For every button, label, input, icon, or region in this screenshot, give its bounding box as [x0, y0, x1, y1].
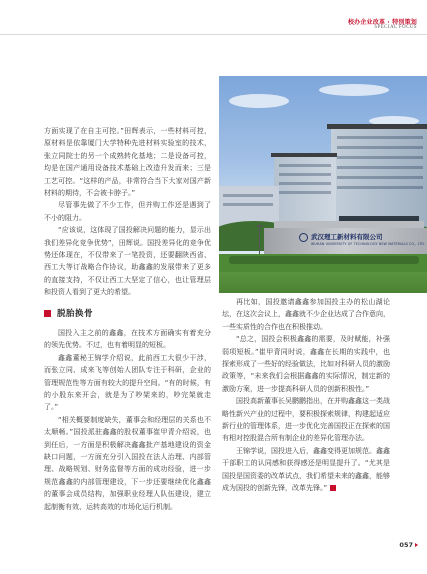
paragraph: “应该说，这体现了国投解决问题的能力，显示出我们差异化竞争优势”，田辉说。国投差异化的竞争优势还体现在，不仅带来了一笔投资，还要翻陕西省、西工大等订战略合作协议，助鑫鑫的发展带来了更多的直接支持，不仅让西工大坚定了信心，也让管理层和投资人看到了更大的希望。: [44, 226, 211, 297]
left-column-bottom: [44, 327, 211, 513]
paragraph: 王锦学说，国投进入后，鑫鑫变得更加规范。鑫鑫干部职工的认同感和获得感还是明显提升了。“尤其是国投是国资委的改革试点，我们希望未来的鑫鑫，能够成为国投的创新先锋，改革先锋。”: [222, 446, 390, 493]
building-sign-name: 武汉理工新材料有限公司: [311, 233, 383, 241]
paragraph: 尽管事先做了不少工作，但并购工作还是遇到了不小的阻力。: [44, 201, 211, 222]
header-title: 校办企业改革 · 特别策划: [347, 19, 417, 26]
left-column-top: [44, 125, 211, 299]
section-marker-icon: [44, 310, 51, 317]
article-end-icon: [330, 485, 336, 491]
paragraph: “相关概要制度缺失，董事会和经理层的关系也不太顺畅。”国投派驻鑫鑫的股权董事崔甲青介绍说，也到任后，一方面是积极解决鑫鑫批产基地建设的资金缺口问题，一方面充分引入国投在法人治理、内部管理、战略规划、财务监督等方面的成功经验，进一步规范鑫鑫的内部管理建设，下一步还要继续优化鑫鑫的董事会成员结构，加强职业经理人队伍建设，建立起制衡有效、运转高效的市场化运行机制。: [44, 415, 211, 511]
paragraph: 鑫鑫董秘王锦学介绍说，此前西工大很少干涉，而张立同、成来飞等创始人团队专注于科研，企业的管理规范性等方面有较大的提升空间。“有的时候，有的小股东来开会，就是为了吵架来的，吵完架就走了。”: [44, 353, 211, 412]
paragraph: 再比如，国投邀请鑫鑫参加国投主办的松山湖论坛，在这次会议上，鑫鑫就不少企业达成了合作意向，一些实质性的合作也在积极推动。: [222, 298, 390, 331]
section-heading: [44, 307, 93, 319]
company-logo-icon: [299, 233, 308, 242]
header-subtitle: SPECIAL FOCUS: [374, 25, 417, 30]
header-divider: [0, 34, 427, 35]
paragraph: “总之，国投会积极鑫鑫的需要，及时赋能，补强弱项短板。”崔甲青同时说，鑫鑫在长期的实践中，也探索形成了一些好的经验做法，比如对科研人员的激励政策等，“未来我们会根据鑫鑫的实际情况，制定新的激励方案，进一步提高科研人员的创新积极性。”: [222, 335, 390, 393]
paragraph: 国投入主之前的鑫鑫，在技术方面确实有着充分的领先优势。不过，也有着明显的短板。: [44, 329, 211, 350]
company-building-photo: [219, 76, 427, 293]
paragraph: 国投高新董事长吴鹏鹏指出，在并购鑫鑫这一类战略性新兴产业的过程中，要积极探索规律，构建起适应新行业的管理体系，进一步优化完善国投正在探索的国有相对控股混合所有制企业的差异化管理办法。: [222, 397, 390, 443]
right-column: [222, 296, 390, 495]
building-sign-english: WUHAN UNIVERSITY OF TECHNOLOGY NEW MATERIALS CO., LTD.: [311, 242, 426, 246]
page-number: 057: [399, 541, 413, 549]
paragraph: 方面实现了在自主可控。”田辉表示，一些材料可控，原材料是依靠厦门大学特种先进材料实验室的技术，张立同院士的另一个成熟转化基地；二是设备可控，均是在国产通用设备技术基础上改造升发而来；三是工艺可控。“这样的产品，非常符合当下大家对国产新材料的期待，不会被卡脖子。”: [44, 127, 211, 198]
page-arrow-icon: [415, 543, 418, 547]
section-title: 脱胎换骨: [57, 309, 94, 319]
